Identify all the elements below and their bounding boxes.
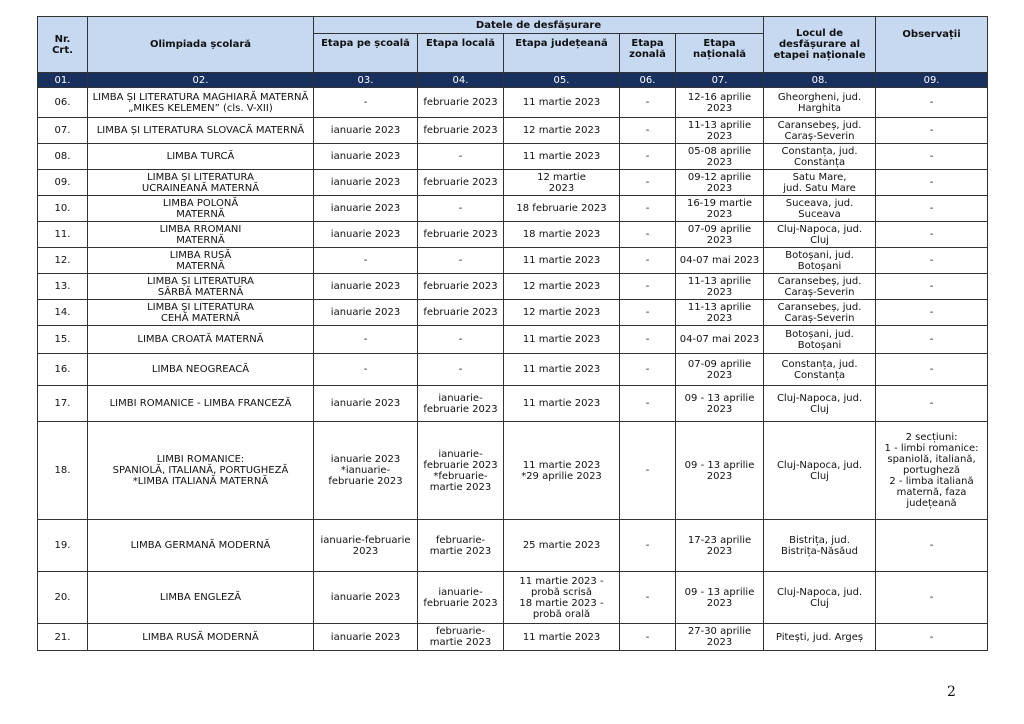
cell-judeteana: 12 martie 2023 [504, 170, 620, 196]
table-row [38, 422, 988, 520]
cell-name: LIMBA NEOGREACĂ [88, 354, 314, 386]
header-observatii: Observații [876, 17, 988, 73]
cell-locul: Caransebeș, jud. Caraș-Severin [764, 300, 876, 326]
cell-obs: - [876, 88, 988, 118]
cell-locala: februarie 2023 [418, 300, 504, 326]
cell-locul: Botoșani, jud. Botoșani [764, 326, 876, 354]
table-row [38, 88, 988, 118]
cell-locala: - [418, 354, 504, 386]
cell-judeteana: 11 martie 2023 *29 aprilie 2023 [504, 422, 620, 520]
header-etapa-zonala: Etapa zonală [620, 34, 676, 73]
cell-obs: - [876, 222, 988, 248]
cell-judeteana: 25 martie 2023 [504, 520, 620, 572]
table-row [38, 170, 988, 196]
cell-name: LIMBA GERMANĂ MODERNĂ [88, 520, 314, 572]
cell-zonala: - [620, 422, 676, 520]
cell-locala: ianuarie- februarie 2023 *februarie- martie 2023 [418, 422, 504, 520]
cell-scoala: ianuarie 2023 [314, 624, 418, 651]
cell-scoala: ianuarie 2023 [314, 144, 418, 170]
header-etapa-scoala: Etapa pe școală [314, 34, 418, 73]
cell-nationala: 05-08 aprilie 2023 [676, 144, 764, 170]
cell-name: LIMBA ȘI LITERATURA MAGHIARĂ MATERNĂ „MIKES KELEMEN” (cls. V-XII) [88, 88, 314, 118]
cell-zonala: - [620, 88, 676, 118]
table-body [38, 88, 988, 651]
cell-nationala: 04-07 mai 2023 [676, 326, 764, 354]
table-row [38, 386, 988, 422]
cell-zonala: - [620, 222, 676, 248]
cell-scoala: ianuarie-februarie 2023 [314, 520, 418, 572]
cell-judeteana: 18 martie 2023 [504, 222, 620, 248]
cell-zonala: - [620, 300, 676, 326]
cell-scoala: ianuarie 2023 [314, 222, 418, 248]
cell-scoala: ianuarie 2023 [314, 572, 418, 624]
table-row [38, 118, 988, 144]
cell-judeteana: 18 februarie 2023 [504, 196, 620, 222]
page-number: 2 [947, 684, 956, 700]
cell-name: LIMBA ȘI LITERATURA UCRAINEANĂ MATERNĂ [88, 170, 314, 196]
cell-nr: 16. [38, 354, 88, 386]
cell-obs: - [876, 300, 988, 326]
cell-scoala: ianuarie 2023 [314, 300, 418, 326]
cell-scoala: - [314, 248, 418, 274]
column-number: 05. [504, 73, 620, 88]
header-nr: Nr. Crt. [38, 17, 88, 73]
cell-scoala: ianuarie 2023 [314, 196, 418, 222]
cell-obs: - [876, 118, 988, 144]
cell-nationala: 27-30 aprilie 2023 [676, 624, 764, 651]
cell-nr: 10. [38, 196, 88, 222]
table-row [38, 520, 988, 572]
cell-name: LIMBA POLONĂ MATERNĂ [88, 196, 314, 222]
cell-nationala: 11-13 aprilie 2023 [676, 300, 764, 326]
cell-judeteana: 11 martie 2023 [504, 248, 620, 274]
cell-obs: 2 secțiuni: 1 - limbi romanice: spaniolă, italiană, portugheză 2 - limba italiană maternă, faza județeană [876, 422, 988, 520]
table-row [38, 274, 988, 300]
cell-obs: - [876, 248, 988, 274]
header-etapa-nationala: Etapa națională [676, 34, 764, 73]
cell-zonala: - [620, 520, 676, 572]
cell-locala: - [418, 326, 504, 354]
cell-zonala: - [620, 196, 676, 222]
cell-obs: - [876, 386, 988, 422]
cell-scoala: ianuarie 2023 [314, 118, 418, 144]
cell-obs: - [876, 354, 988, 386]
table-row [38, 222, 988, 248]
cell-judeteana: 11 martie 2023 [504, 88, 620, 118]
cell-locala: februarie 2023 [418, 170, 504, 196]
cell-obs: - [876, 144, 988, 170]
cell-nationala: 09 - 13 aprilie 2023 [676, 572, 764, 624]
cell-locul: Gheorgheni, jud. Harghita [764, 88, 876, 118]
table-row [38, 354, 988, 386]
cell-name: LIMBA TURCĂ [88, 144, 314, 170]
cell-judeteana: 12 martie 2023 [504, 274, 620, 300]
cell-judeteana: 11 martie 2023 [504, 354, 620, 386]
cell-locul: Cluj-Napoca, jud. Cluj [764, 222, 876, 248]
column-number: 03. [314, 73, 418, 88]
cell-nr: 09. [38, 170, 88, 196]
cell-obs: - [876, 624, 988, 651]
cell-nr: 14. [38, 300, 88, 326]
cell-locul: Pitești, jud. Argeș [764, 624, 876, 651]
cell-nationala: 04-07 mai 2023 [676, 248, 764, 274]
cell-nr: 17. [38, 386, 88, 422]
cell-scoala: ianuarie 2023 [314, 274, 418, 300]
cell-scoala: ianuarie 2023 [314, 170, 418, 196]
cell-name: LIMBA ȘI LITERATURA SLOVACĂ MATERNĂ [88, 118, 314, 144]
cell-nationala: 09 - 13 aprilie 2023 [676, 386, 764, 422]
cell-nr: 07. [38, 118, 88, 144]
cell-nationala: 17-23 aprilie 2023 [676, 520, 764, 572]
cell-name: LIMBA RROMANI MATERNĂ [88, 222, 314, 248]
table-header [38, 17, 988, 88]
cell-locala: - [418, 248, 504, 274]
cell-scoala: ianuarie 2023 *ianuarie- februarie 2023 [314, 422, 418, 520]
cell-judeteana: 12 martie 2023 [504, 118, 620, 144]
cell-nr: 19. [38, 520, 88, 572]
cell-nationala: 11-13 aprilie 2023 [676, 274, 764, 300]
table-row [38, 300, 988, 326]
cell-scoala: - [314, 326, 418, 354]
cell-locala: februarie- martie 2023 [418, 624, 504, 651]
cell-nr: 18. [38, 422, 88, 520]
cell-name: LIMBI ROMANICE: SPANIOLĂ, ITALIANĂ, PORTUGHEZĂ *LIMBA ITALIANĂ MATERNĂ [88, 422, 314, 520]
cell-judeteana: 11 martie 2023 [504, 624, 620, 651]
cell-locul: Bistrița, jud. Bistrița-Năsăud [764, 520, 876, 572]
cell-locul: Cluj-Napoca, jud. Cluj [764, 422, 876, 520]
cell-locul: Cluj-Napoca, jud. Cluj [764, 572, 876, 624]
cell-name: LIMBA RUSĂ MODERNĂ [88, 624, 314, 651]
cell-obs: - [876, 196, 988, 222]
cell-locul: Constanța, jud. Constanța [764, 144, 876, 170]
cell-zonala: - [620, 572, 676, 624]
table-row [38, 326, 988, 354]
cell-nr: 21. [38, 624, 88, 651]
cell-zonala: - [620, 274, 676, 300]
table-row [38, 624, 988, 651]
cell-nationala: 11-13 aprilie 2023 [676, 118, 764, 144]
column-number: 01. [38, 73, 88, 88]
cell-locul: Botoșani, jud. Botoșani [764, 248, 876, 274]
column-number: 07. [676, 73, 764, 88]
cell-nr: 13. [38, 274, 88, 300]
cell-locala: februarie 2023 [418, 274, 504, 300]
cell-judeteana: 11 martie 2023 [504, 144, 620, 170]
cell-obs: - [876, 170, 988, 196]
cell-name: LIMBA ȘI LITERATURA SÂRBĂ MATERNĂ [88, 274, 314, 300]
cell-locala: ianuarie- februarie 2023 [418, 572, 504, 624]
cell-obs: - [876, 274, 988, 300]
cell-judeteana: 11 martie 2023 [504, 326, 620, 354]
header-olimpiada: Olimpiada școlară [88, 17, 314, 73]
cell-scoala: - [314, 88, 418, 118]
cell-locala: februarie 2023 [418, 222, 504, 248]
table-row [38, 572, 988, 624]
cell-nationala: 07-09 aprilie 2023 [676, 222, 764, 248]
cell-zonala: - [620, 624, 676, 651]
column-number: 08. [764, 73, 876, 88]
cell-nationala: 12-16 aprilie 2023 [676, 88, 764, 118]
cell-locul: Caransebeș, jud. Caraș-Severin [764, 118, 876, 144]
cell-judeteana: 11 martie 2023 [504, 386, 620, 422]
cell-nr: 08. [38, 144, 88, 170]
cell-obs: - [876, 326, 988, 354]
column-number: 02. [88, 73, 314, 88]
cell-name: LIMBA RUSĂ MATERNĂ [88, 248, 314, 274]
cell-locul: Cluj-Napoca, jud. Cluj [764, 386, 876, 422]
cell-locala: februarie- martie 2023 [418, 520, 504, 572]
cell-zonala: - [620, 248, 676, 274]
cell-locala: - [418, 144, 504, 170]
header-etapa-locala: Etapa locală [418, 34, 504, 73]
cell-nr: 20. [38, 572, 88, 624]
cell-locala: februarie 2023 [418, 118, 504, 144]
table-row [38, 248, 988, 274]
cell-locul: Suceava, jud. Suceava [764, 196, 876, 222]
cell-zonala: - [620, 170, 676, 196]
header-datele: Datele de desfășurare [314, 17, 764, 34]
column-number: 06. [620, 73, 676, 88]
cell-nr: 15. [38, 326, 88, 354]
cell-nr: 11. [38, 222, 88, 248]
cell-locul: Constanța, jud. Constanța [764, 354, 876, 386]
cell-name: LIMBI ROMANICE - LIMBA FRANCEZĂ [88, 386, 314, 422]
header-etapa-judeteana: Etapa județeană [504, 34, 620, 73]
cell-nr: 06. [38, 88, 88, 118]
cell-nr: 12. [38, 248, 88, 274]
column-number-row [38, 73, 988, 88]
header-locul: Locul de desfășurare al etapei naționale [764, 17, 876, 73]
cell-scoala: - [314, 354, 418, 386]
cell-name: LIMBA ȘI LITERATURA CEHĂ MATERNĂ [88, 300, 314, 326]
table-row [38, 196, 988, 222]
cell-judeteana: 11 martie 2023 - probă scrisă 18 martie 2023 - probă orală [504, 572, 620, 624]
column-number: 09. [876, 73, 988, 88]
olympiad-schedule-table [37, 16, 988, 651]
cell-scoala: ianuarie 2023 [314, 386, 418, 422]
cell-judeteana: 12 martie 2023 [504, 300, 620, 326]
cell-zonala: - [620, 354, 676, 386]
cell-nationala: 09 - 13 aprilie 2023 [676, 422, 764, 520]
cell-zonala: - [620, 386, 676, 422]
cell-locul: Satu Mare, jud. Satu Mare [764, 170, 876, 196]
cell-zonala: - [620, 144, 676, 170]
cell-obs: - [876, 520, 988, 572]
cell-name: LIMBA ENGLEZĂ [88, 572, 314, 624]
cell-zonala: - [620, 118, 676, 144]
cell-nationala: 09-12 aprilie 2023 [676, 170, 764, 196]
cell-nationala: 07-09 aprilie 2023 [676, 354, 764, 386]
column-number: 04. [418, 73, 504, 88]
cell-locul: Caransebeș, jud. Caraș-Severin [764, 274, 876, 300]
cell-locala: - [418, 196, 504, 222]
cell-locala: ianuarie- februarie 2023 [418, 386, 504, 422]
cell-name: LIMBA CROATĂ MATERNĂ [88, 326, 314, 354]
cell-locala: februarie 2023 [418, 88, 504, 118]
table-row [38, 144, 988, 170]
cell-nationala: 16-19 martie 2023 [676, 196, 764, 222]
cell-zonala: - [620, 326, 676, 354]
cell-obs: - [876, 572, 988, 624]
